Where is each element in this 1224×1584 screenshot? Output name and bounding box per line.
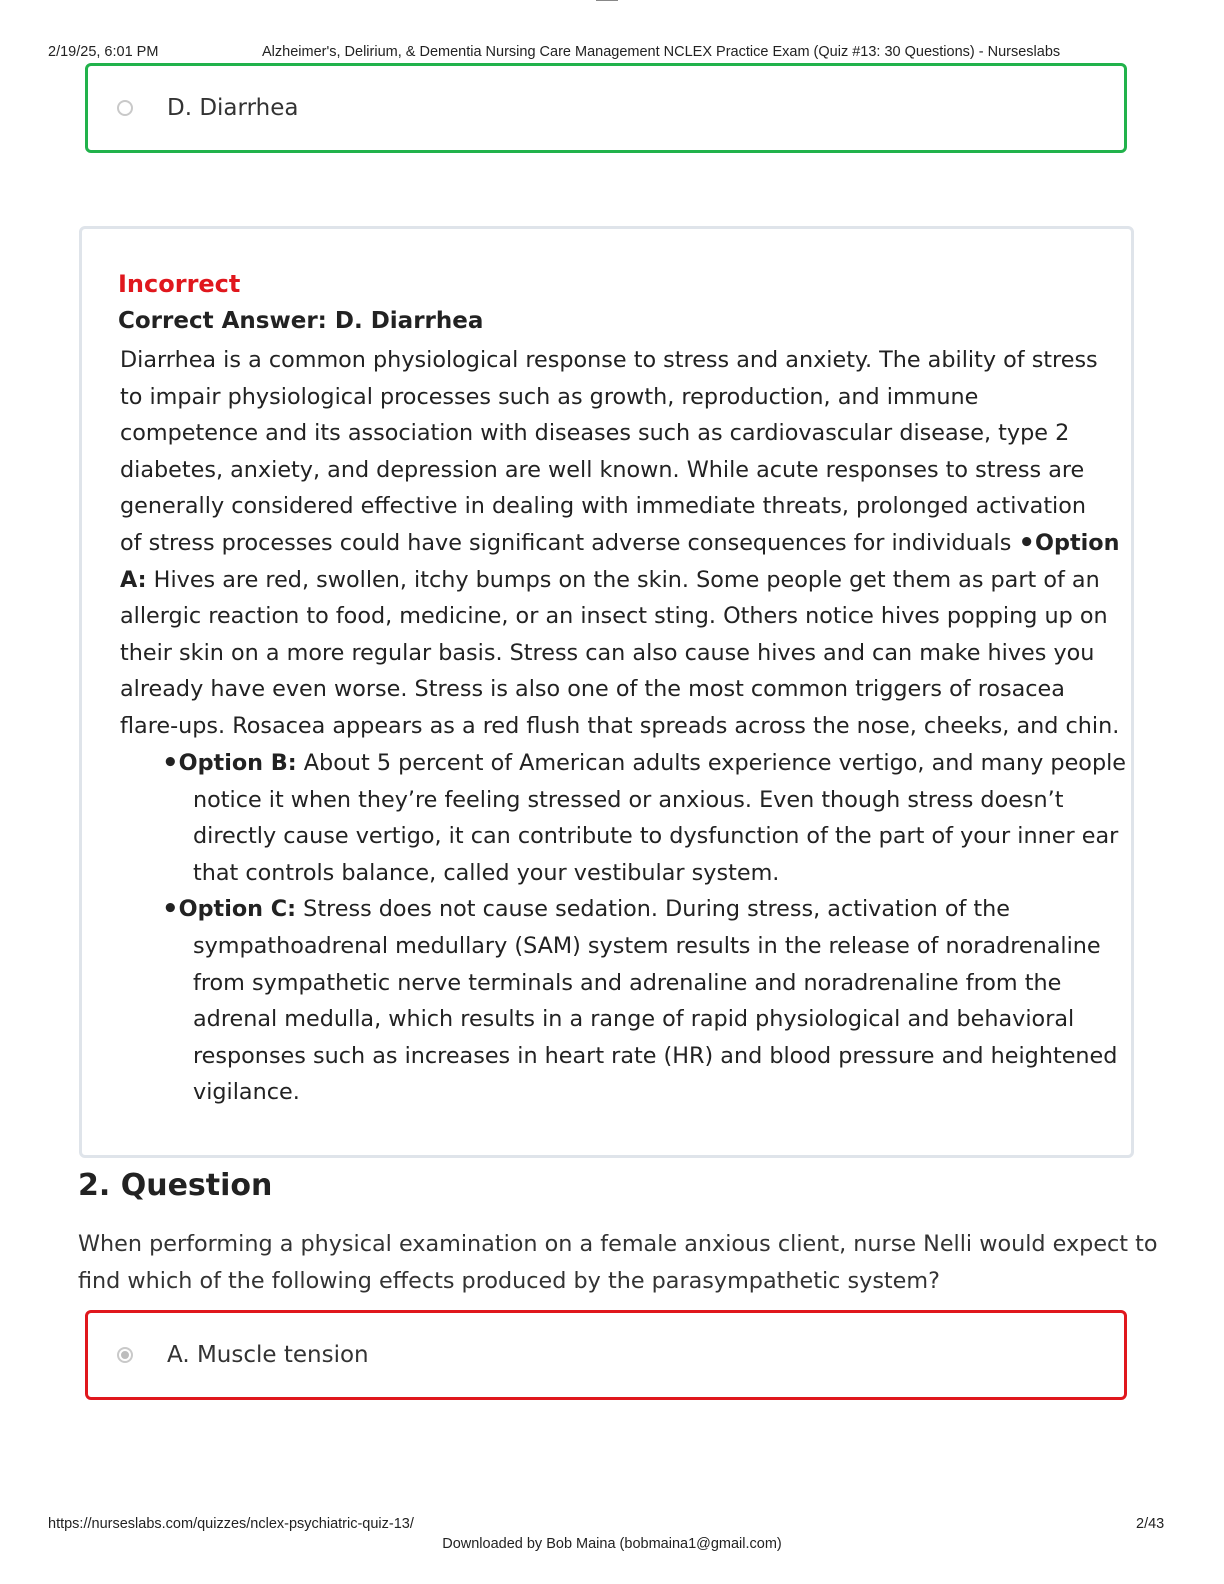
list-item-line: responses such as increases in heart rate (HR) and blood pressure and heightened (193, 1042, 1118, 1069)
list-item-line (162, 745, 1127, 782)
explanation-line: their skin on a more regular basis. Stress can also cause hives and can make hives you (120, 639, 1095, 666)
bullet-icon: • (162, 894, 179, 925)
explanation-line: to impair physiological processes such as growth, reproduction, and immune (120, 383, 979, 410)
correct-answer-heading: Correct Answer: D. Diarrhea (118, 308, 484, 334)
list-item-line: that controls balance, called your vestibular system. (193, 859, 780, 886)
list-item-line: sympathoadrenal medullary (SAM) system results in the release of noradrenaline (193, 932, 1101, 959)
bullet-icon: • (1018, 527, 1036, 558)
list-item-line: adrenal medulla, which results in a range of rapid physiological and behavioral (193, 1006, 1075, 1033)
list-item-line (162, 891, 1102, 928)
question-heading: 2. Question (78, 1168, 273, 1203)
explanation-line: diabetes, anxiety, and depression are well known. While acute responses to stress are (120, 456, 1085, 483)
feedback-status: Incorrect (118, 270, 241, 298)
question-text-line: When performing a physical examination on a female anxious client, nurse Nelli would expect to (78, 1231, 1158, 1257)
feedback-option-list (162, 745, 1127, 1111)
feedback-explanation (120, 342, 1120, 745)
explanation-line: competence and its association with diseases such as cardiovascular disease, type 2 (120, 420, 1070, 447)
list-item-line: directly cause vertigo, it can contribute to dysfunction of the part of your inner ear (193, 823, 1119, 850)
answer-option-label: A. Muscle tension (167, 1342, 369, 1368)
explanation-line: generally considered effective in dealing with immediate threats, prolonged activation (120, 493, 1087, 520)
explanation-line: Diarrhea is a common physiological response to stress and anxiety. The ability of stress (120, 347, 1098, 373)
answer-option-a[interactable] (85, 1310, 1127, 1400)
explanation-text: of stress processes could have significant adverse consequences for individuals (120, 529, 1019, 556)
print-datetime: 2/19/25, 6:01 PM (48, 44, 159, 60)
explanation-line (120, 525, 1120, 562)
option-b-text: About 5 percent of American adults experience vertigo, and many people (296, 750, 1127, 776)
explanation-line: flare-ups. Rosacea appears as a red flush that spreads across the nose, cheeks, and chin. (120, 712, 1120, 739)
print-doc-title: Alzheimer's, Delirium, & Dementia Nursing Care Management NCLEX Practice Exam (Quiz #13: 30 Questions) - Nurseslabs (262, 44, 1061, 60)
question-text-line: find which of the following effects produced by the parasympathetic system? (78, 1267, 940, 1294)
answer-option-label: D. Diarrhea (167, 95, 299, 121)
top-divider (596, 0, 618, 1)
list-item-line: from sympathetic nerve terminals and adrenaline and noradrenaline from the (193, 969, 1062, 996)
option-a-label: Option (1035, 529, 1120, 556)
option-c-text: Stress does not cause sedation. During stress, activation of the (296, 896, 1010, 923)
bullet-icon: • (162, 748, 179, 778)
option-a-label: A: (120, 566, 147, 593)
question-text (78, 1226, 1158, 1299)
list-item-line: vigilance. (193, 1079, 300, 1106)
download-notice: Downloaded by Bob Maina (bobmaina1@gmail.com) (442, 1536, 782, 1552)
radio-button[interactable] (117, 100, 133, 116)
radio-button[interactable] (117, 1347, 133, 1363)
option-a-text: Hives are red, swollen, itchy bumps on the skin. Some people get them as part of an (146, 566, 1100, 593)
list-item-line: notice it when they’re feeling stressed or anxious. Even though stress doesn’t (193, 786, 1064, 813)
option-b-label: Option B: (178, 750, 297, 776)
explanation-line (120, 562, 1100, 599)
page-number: 2/43 (1136, 1516, 1165, 1532)
page-url: https://nurseslabs.com/quizzes/nclex-psychiatric-quiz-13/ (48, 1516, 414, 1532)
option-c-label: Option C: (178, 896, 297, 923)
answer-option-d[interactable] (85, 63, 1127, 153)
list-item (162, 891, 1118, 1111)
explanation-line: already have even worse. Stress is also one of the most common triggers of rosacea (120, 676, 1065, 703)
list-item (162, 745, 1127, 891)
explanation-line: allergic reaction to food, medicine, or an insect sting. Others notice hives popping up on (120, 603, 1108, 630)
